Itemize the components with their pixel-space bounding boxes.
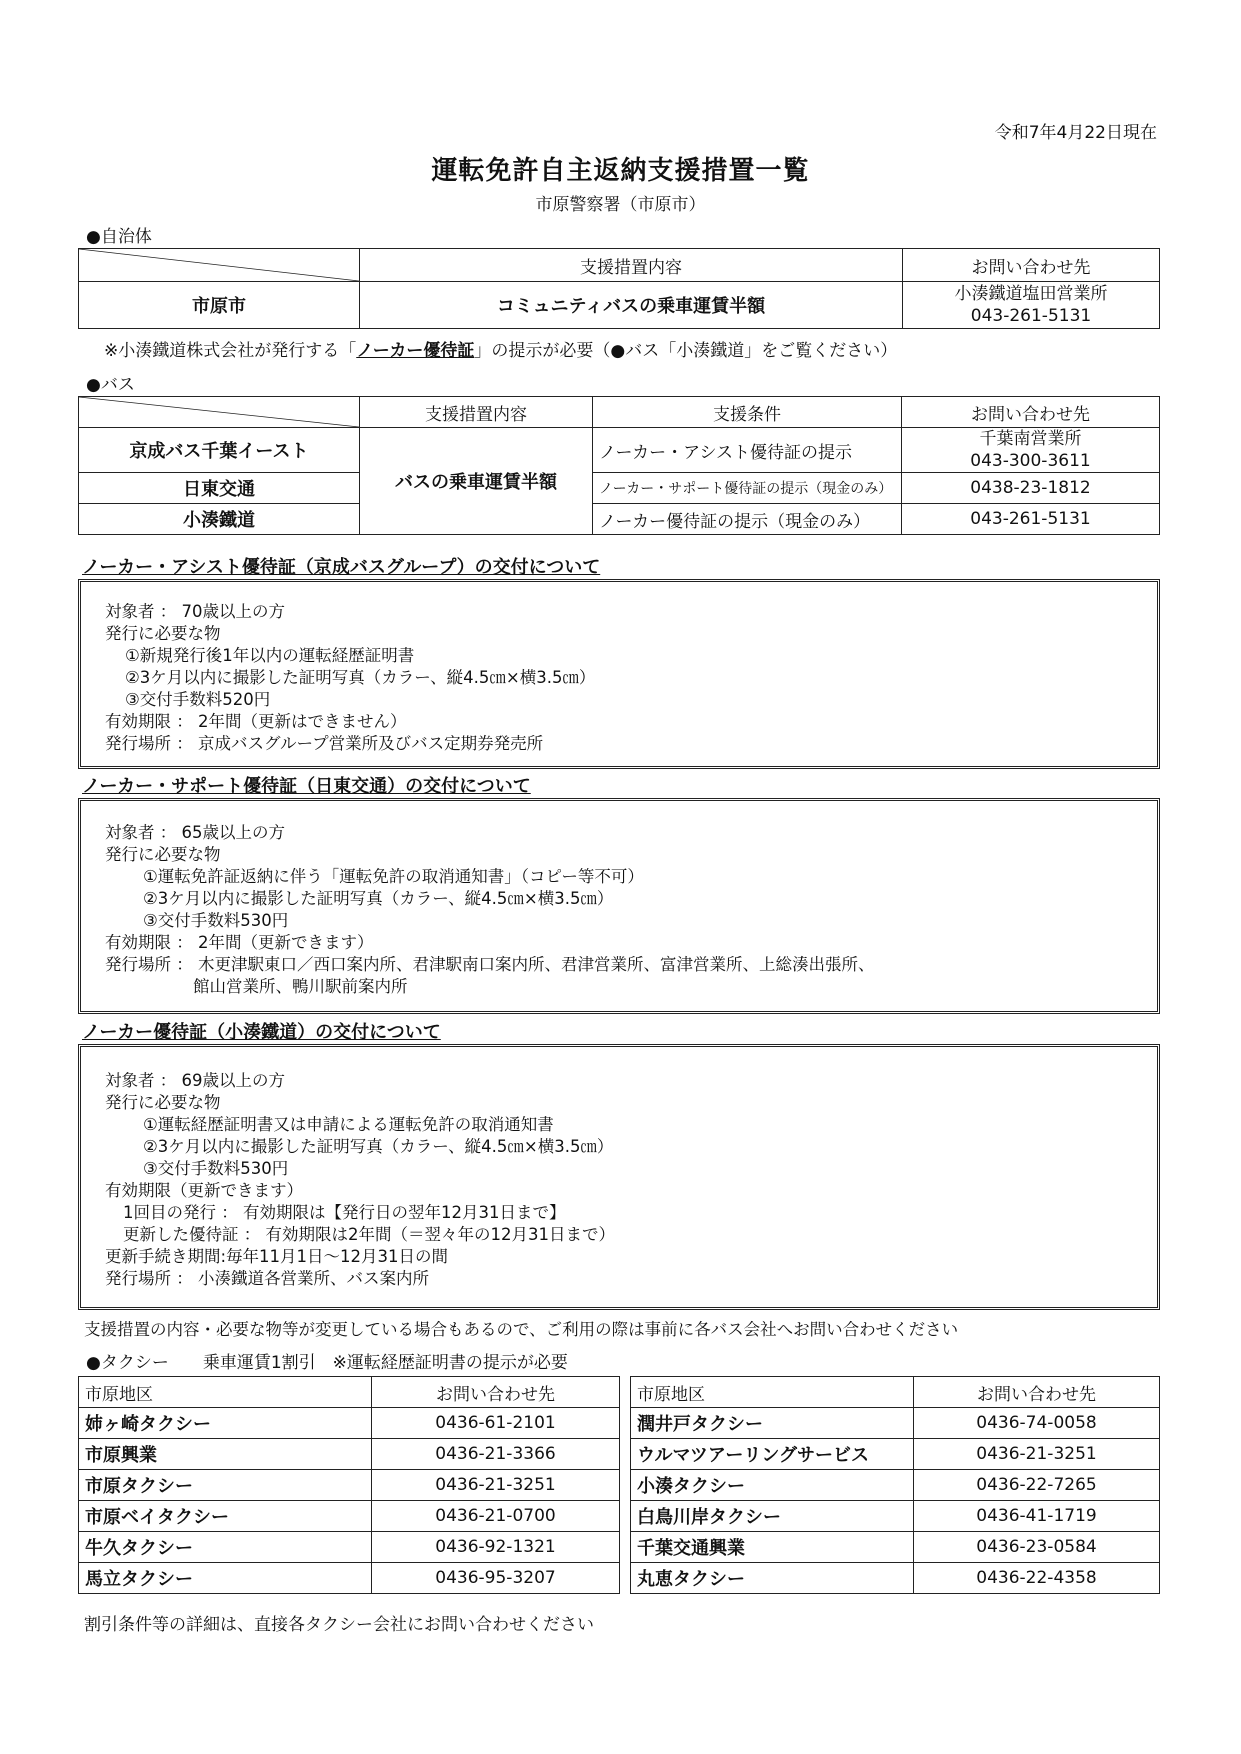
taxi-heading: ●タクシー 乗車運賃1割引 ※運転経歴証明書の提示が必要 bbox=[86, 1353, 568, 1373]
issue-date: 令和7年4月22日現在 bbox=[994, 123, 1157, 143]
header-contact: お問い合わせ先 bbox=[903, 249, 1160, 282]
contact-tel: 043-261-5131 bbox=[902, 504, 1160, 535]
taxi-name: 潤井戸タクシー bbox=[631, 1408, 914, 1439]
bus-company-name: 日東交通 bbox=[79, 473, 360, 504]
nocar-line: ①運転経歴証明書又は申請による運転免許の取消通知書 bbox=[143, 1115, 554, 1134]
contact-tel: 043-300-3611 bbox=[970, 451, 1091, 471]
assist-line: 有効期限 ： 2年間（更新はできません） bbox=[105, 712, 407, 731]
municipality-note: ※小湊鐵道株式会社が発行する「ノーカー優待証」の提示が必要（●バス「小湊鐵道」をご覧ください） bbox=[104, 341, 898, 361]
bus-table bbox=[78, 396, 1160, 535]
bus-condition: ノーカー・アシスト優待証の提示 bbox=[593, 428, 902, 473]
nocar-heading: ノーカー優待証（小湊鐵道）の交付について bbox=[82, 1022, 441, 1043]
page-subtitle: 市原警察署（市原市） bbox=[535, 195, 706, 215]
taxi-tel: 0436-21-3251 bbox=[372, 1470, 620, 1501]
taxi-tel: 0436-21-3366 bbox=[372, 1439, 620, 1470]
support-line: 発行に必要な物 bbox=[105, 845, 221, 864]
support-line: 対象者 ： 65歳以上の方 bbox=[105, 823, 285, 842]
bus-condition: ノーカー優待証の提示（現金のみ） bbox=[593, 504, 902, 535]
municipality-table bbox=[78, 248, 1160, 329]
nocar-line: 有効期限（更新できます） bbox=[105, 1181, 303, 1200]
taxi-tel: 0436-23-0584 bbox=[914, 1532, 1160, 1563]
taxi-tel: 0436-22-7265 bbox=[914, 1470, 1160, 1501]
nocar-line: 発行場所 ： 小湊鐵道各営業所、バス案内所 bbox=[105, 1269, 429, 1288]
support-line: ①運転免許証返納に伴う「運転免許の取消通知書」（コピー等不可） bbox=[143, 867, 644, 886]
taxi-name: 牛久タクシー bbox=[79, 1532, 372, 1563]
nocar-line: ②3ケ月以内に撮影した証明写真（カラー、縦4.5㎝×横3.5㎝） bbox=[143, 1137, 614, 1156]
taxi-name: 千葉交通興業 bbox=[631, 1532, 914, 1563]
support-line: 館山営業所、鴨川駅前案内所 bbox=[193, 977, 408, 996]
taxi-tel: 0436-61-2101 bbox=[372, 1408, 620, 1439]
taxi-name: 市原興業 bbox=[79, 1439, 372, 1470]
contact-tel: 0438-23-1812 bbox=[902, 473, 1160, 504]
header-contact: お問い合わせ先 bbox=[914, 1377, 1160, 1408]
taxi-name: 丸恵タクシー bbox=[631, 1563, 914, 1594]
nocar-line: 1回目の発行 ： 有効期限は【発行日の翌年12月31日まで】 bbox=[123, 1203, 566, 1222]
taxi-name: 市原タクシー bbox=[79, 1470, 372, 1501]
taxi-tel: 0436-95-3207 bbox=[372, 1563, 620, 1594]
taxi-name: 姉ヶ崎タクシー bbox=[79, 1408, 372, 1439]
taxi-name: ウルマツアーリングサービス bbox=[631, 1439, 914, 1470]
nocar-line: ③交付手数料530円 bbox=[143, 1159, 289, 1178]
header-area: 市原地区 bbox=[631, 1377, 914, 1408]
header-area: 市原地区 bbox=[79, 1377, 372, 1408]
header-contact: お問い合わせ先 bbox=[372, 1377, 620, 1408]
header-condition: 支援条件 bbox=[593, 397, 902, 428]
taxi-tel: 0436-92-1321 bbox=[372, 1532, 620, 1563]
support-line: 発行場所 ： 木更津駅東口／西口案内所、君津駅南口案内所、君津営業所、富津営業所、上総湊出張所、 bbox=[105, 955, 875, 974]
assist-line: 発行場所 ： 京成バスグループ営業所及びバス定期券発売所 bbox=[105, 734, 544, 753]
bus-company-name: 小湊鐵道 bbox=[79, 504, 360, 535]
header-contact: お問い合わせ先 bbox=[902, 397, 1160, 428]
contact-tel: 043-261-5131 bbox=[970, 306, 1092, 326]
support-line: 有効期限 ： 2年間（更新できます） bbox=[105, 933, 374, 952]
municipality-heading: ●自治体 bbox=[86, 227, 152, 247]
assist-line: ①新規発行後1年以内の運転経歴証明書 bbox=[125, 646, 415, 665]
taxi-note: 割引条件等の詳細は、直接各タクシー会社にお問い合わせください bbox=[84, 1615, 594, 1635]
taxi-table-left bbox=[78, 1376, 620, 1594]
taxi-name: 小湊タクシー bbox=[631, 1470, 914, 1501]
taxi-tel: 0436-21-3251 bbox=[914, 1439, 1160, 1470]
assist-heading: ノーカー・アシスト優待証（京成バスグループ）の交付について bbox=[82, 557, 601, 578]
bus-condition: ノーカー・サポート優待証の提示（現金のみ） bbox=[593, 473, 902, 504]
taxi-name: 市原ベイタクシー bbox=[79, 1501, 372, 1532]
nocar-line: 発行に必要な物 bbox=[105, 1093, 221, 1112]
contact-name: 千葉南営業所 bbox=[979, 429, 1082, 449]
support-heading: ノーカー・サポート優待証（日東交通）の交付について bbox=[82, 776, 531, 797]
nocar-line: 対象者 ： 69歳以上の方 bbox=[105, 1071, 285, 1090]
support-line: ②3ケ月以内に撮影した証明写真（カラー、縦4.5㎝×横3.5㎝） bbox=[143, 889, 614, 908]
nocar-box bbox=[78, 1044, 1160, 1310]
municipality-contact bbox=[903, 282, 1160, 329]
nocar-line: 更新した優待証 ： 有効期限は2年間（＝翌々年の12月31日まで） bbox=[123, 1225, 615, 1244]
bus-contact bbox=[902, 428, 1160, 473]
bus-heading: ●バス bbox=[86, 375, 135, 395]
assist-box bbox=[78, 579, 1160, 769]
taxi-tel: 0436-21-0700 bbox=[372, 1501, 620, 1532]
contact-name: 小湊鐵道塩田営業所 bbox=[954, 284, 1108, 304]
assist-line: ③交付手数料520円 bbox=[125, 690, 271, 709]
assist-line: 発行に必要な物 bbox=[105, 624, 221, 643]
taxi-table-right bbox=[630, 1376, 1160, 1594]
assist-line: ②3ケ月以内に撮影した証明写真（カラー、縦4.5㎝×横3.5㎝） bbox=[125, 668, 596, 687]
nocar-pass-link: ノーカー優待証 bbox=[356, 341, 475, 361]
header-diagonal-cell bbox=[79, 397, 360, 428]
header-diagonal-cell bbox=[79, 249, 360, 282]
taxi-tel: 0436-74-0058 bbox=[914, 1408, 1160, 1439]
municipality-content: コミュニティバスの乗車運賃半額 bbox=[360, 282, 903, 329]
taxi-name: 馬立タクシー bbox=[79, 1563, 372, 1594]
taxi-name: 白鳥川岸タクシー bbox=[631, 1501, 914, 1532]
header-content: 支援措置内容 bbox=[360, 249, 903, 282]
assist-line: 対象者 ： 70歳以上の方 bbox=[105, 602, 285, 621]
header-content: 支援措置内容 bbox=[360, 397, 593, 428]
bus-company-name: 京成バス千葉イースト bbox=[79, 428, 360, 473]
municipality-name: 市原市 bbox=[79, 282, 360, 329]
bus-content: バスの乗車運賃半額 bbox=[360, 428, 593, 535]
taxi-tel: 0436-41-1719 bbox=[914, 1501, 1160, 1532]
nocar-line: 更新手続き期間:毎年11月1日～12月31日の間 bbox=[105, 1247, 449, 1266]
page-title: 運転免許自主返納支援措置一覧 bbox=[431, 156, 810, 186]
support-line: ③交付手数料530円 bbox=[143, 911, 289, 930]
taxi-tel: 0436-22-4358 bbox=[914, 1563, 1160, 1594]
bus-note: 支援措置の内容・必要な物等が変更している場合もあるので、ご利用の際は事前に各バス会社へお問い合わせください bbox=[84, 1320, 959, 1339]
support-box bbox=[78, 798, 1160, 1014]
